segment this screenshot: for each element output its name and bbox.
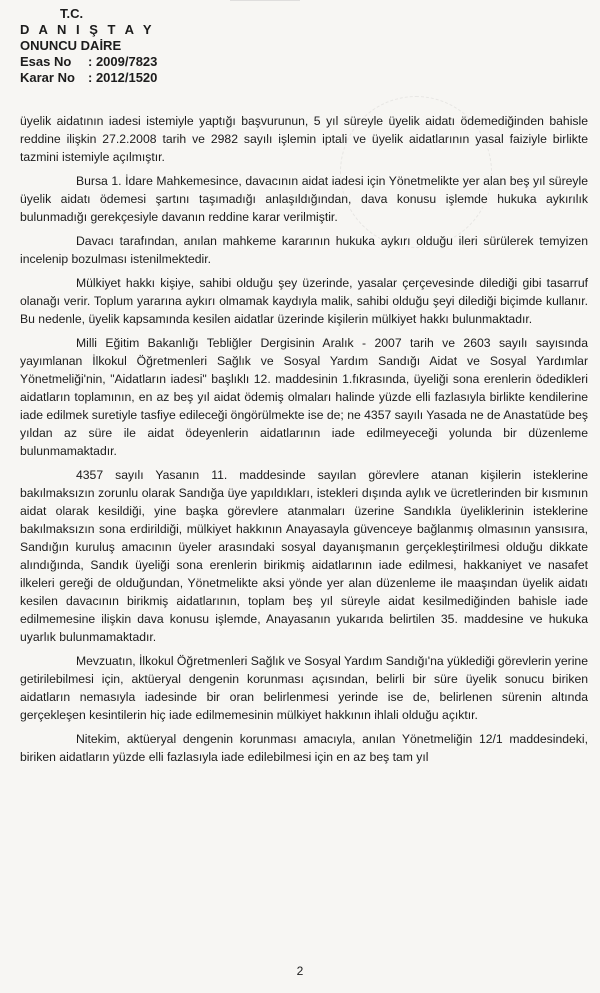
header-chamber: ONUNCU DAİRE [20,38,122,53]
header-karar-row [20,70,157,86]
header-court-name: D A N I Ş T A Y [20,22,155,37]
document-header [20,6,157,86]
paragraph-5: Milli Eğitim Bakanlığı Tebliğler Dergisinin Aralık - 2007 tarih ve 2603 sayılı sayısında yayımlanan İlkokul Öğretmenleri Sağlık ve Sosyal Yardım Sandığı Aidat ve Sosyal Yardımlar Yönetmeliği'nin, "Aidatların iadesi" başlıklı 12. maddesinin 1.fıkrasında, üyeliği sona erenlerin ödedikleri aidatların toplamının, en az beş yıl aidat ödemiş olmaları halinde yüzde elli fazlasıyla birlikte kendilerine iade edilmek suretiyle tasfiye edileceği öngörülmekte ise de; ne 4357 sayılı Yasada ne de Anastatüde beş yıldan az süre ile aidat ödeyenlerin aidatlarının iade edilmeyeceği yolunda bir düzenleme bulunmamaktadır. [20,336,588,458]
page-number: 2 [296,964,304,978]
header-tc: T.C. [60,6,84,21]
karar-value: : 2012/1520 [88,70,158,85]
esas-value: : 2009/7823 [88,54,158,69]
esas-label: Esas No [20,54,72,69]
paragraph-7: Mevzuatın, İlkokul Öğretmenleri Sağlık ve Sosyal Yardım Sandığı'na yüklediği görevlerin yerine getirilebilmesi için, aktüeryal dengenin korunması açısından, belirli bir süre üyelik sonucu biriken aidatların nemasıyla iadesinde bir oran belirlenmesi yerinde ise de, belirlenen sürenin altında gerçekleşen kesintilerin hiç iade edilmemesinin mülkiyet hakkının ihlali olduğu açıktır. [20,654,588,722]
paragraph-1: üyelik aidatının iadesi istemiyle yaptığı başvurunun, 5 yıl süreyle üyelik aidatı ödemediğinden bahisle reddine ilişkin 27.2.2008 tarih ve 2982 sayılı işlemin iptali ve üyelik aidatlarının yasal faiziyle birlikte tazmini istemiyle açılmıştır. [20,114,588,164]
header-esas-row [20,54,157,70]
paragraph-2: Bursa 1. İdare Mahkemesince, davacının aidat iadesi için Yönetmelikte yer alan beş yıl süreyle üyelik aidatı ödemesi şartını taşımadığı anlaşıldığından, dava konusu işlemde hukuka aykırılık bulunmadığı gerekçesiyle davanın reddine karar verilmiştir. [20,174,588,224]
paragraph-4: Mülkiyet hakkı kişiye, sahibi olduğu şey üzerinde, yasalar çerçevesinde dilediği gibi tasarruf olanağı verir. Toplum yararına aykırı olmamak kaydıyla malik, sahibi olduğu şeyi dilediği biçimde kullanır. Bu nedenle, üyelik kapsamında kesilen aidatlar üzerinde kişilerin mülkiyet hakkı bulunmaktadır. [20,276,588,326]
paragraph-8: Nitekim, aktüeryal dengenin korunması amacıyla, anılan Yönetmeliğin 12/1 maddesindeki, biriken aidatların yüzde elli fazlasıyla iade edilebilmesi için en az beş tam yıl [20,732,588,764]
karar-label: Karar No [20,70,75,85]
paragraph-6: 4357 sayılı Yasanın 11. maddesinde sayılan görevlere atanan kişilerin isteklerine bakılmaksızın zorunlu olarak Sandığa üye yapıldıkları, istekleri dışında aylık ve ücretlerinden bir kısmının aidat olarak kesildiği, yine başka görevlere atanmaları üzerine Sandıkla üyeliklerinin isteklerine bakılmaksızın sona erdirildiği, mülkiyet hakkının Anayasayla güvenceye bağlanmış olmasının yansısıra, Sandığın kuruluş amacının üyeler arasındaki sosyal dayanışmanın gerçekleştirilmesi olduğu dikkate alındığında, Sandık üyeliği sona erenlerin birikmiş aidatlarının iade edilmesi, hakkaniyet ve nasafet ilkeleri gereği de olduğundan, Yönetmelikte aksi yönde yer alan düzenleme ile maaşından üyelik aidatı kesilen davacının birikmiş aidatlarının, toplam beş yıl süreyle aidat kesilmediğinden bahisle iade edilmemesine ilişkin dava konusu işlemde, Anayasanın yukarıda belirtilen 35. maddesine ve hukuka uyarlık bulunmamaktadır. [20,468,588,644]
scan-artifact [230,0,300,7]
document-body [20,112,588,772]
paragraph-3: Davacı tarafından, anılan mahkeme kararının hukuka aykırı olduğu ileri sürülerek temyizen incelenip bozulması istenilmektedir. [20,234,588,266]
